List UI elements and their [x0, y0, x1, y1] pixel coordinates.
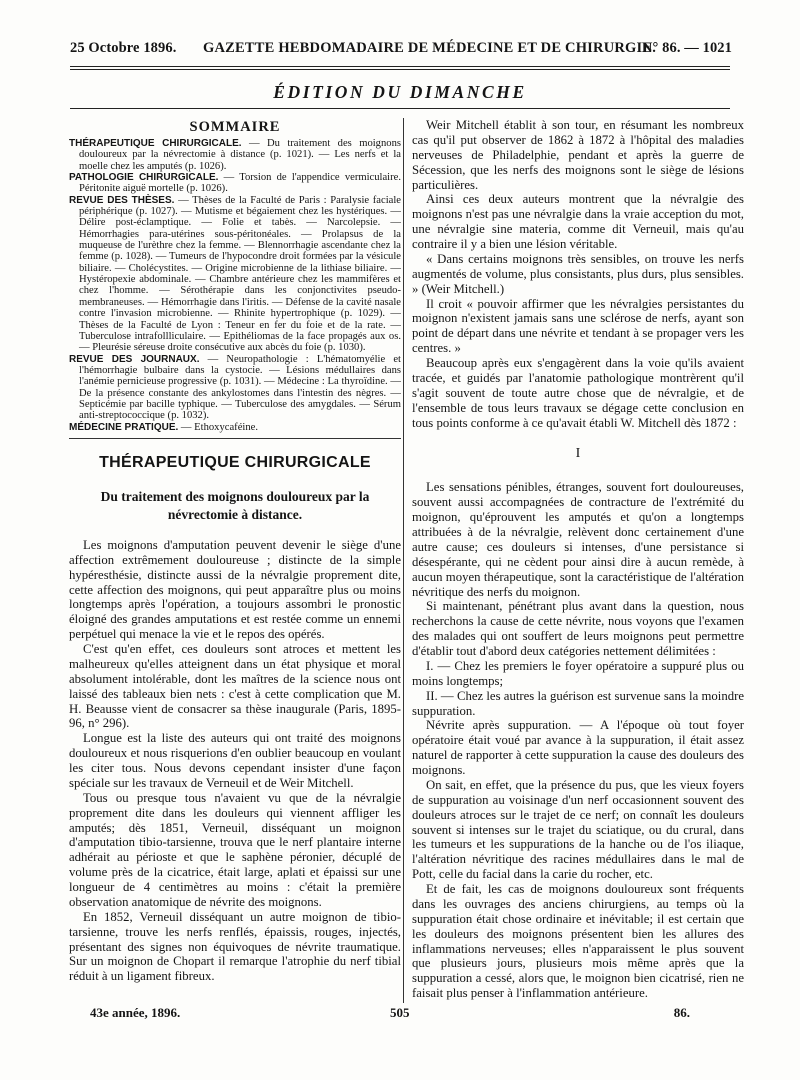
summary-entry-text: — Ethoxycaféine.: [178, 421, 258, 433]
paragraph: C'est qu'en effet, ces douleurs sont atroces et mettent les malheureux qu'elles atteignent dans un état physique et moral absolument intolérable, dont les maîtres de la science nous ont laissé des tableaux bien nets : c'est à cette complication que M. H. Beausse vient de consacrer sa thèse inaugurale (Paris, 1895-96, n° 296).: [69, 642, 401, 731]
paragraph: II. — Chez les autres la guérison est survenue sans la moindre suppuration.: [412, 688, 744, 718]
right-body-b: [412, 480, 744, 1001]
summary-entry-head: REVUE DES THÈSES.: [69, 194, 175, 206]
paragraph: Tous ou presque tous n'avaient vu que de la névralgie proprement dite dans les douleurs qui viennent affliger les amputés; dès 1851, Verneuil, disséquant un moignon d'amputation tibio-tarsienne, trouva que le nerf plantaire interne adhérait au périoste et que le saphène péronier, décuplé de volume près de la cicatrice, était large, aplati et épaissi sur une longueur de 4 centimètres au moins : c'était la première observation anatomique de névrite des moignons.: [69, 790, 401, 909]
summary-entry-head: THÉRAPEUTIQUE CHIRURGICALE.: [69, 138, 242, 149]
summary-title: SOMMAIRE: [189, 119, 281, 135]
summary-entry: [69, 195, 401, 354]
section-title: THÉRAPEUTIQUE CHIRURGICALE: [99, 453, 371, 471]
paragraph: I. — Chez les premiers le foyer opératoire a suppuré plus ou moins longtemps;: [412, 658, 744, 688]
header-date: 25 Octobre 1896.: [70, 40, 177, 56]
right-body-a: [412, 118, 744, 430]
footer-year: 43e année, 1896.: [90, 1005, 181, 1020]
paragraph: Si maintenant, pénétrant plus avant dans la question, nous recherchons la cause de cette névrite, nous voyons que l'examen des malades qui ont souffert de leurs moignons peut permettre d'établir tout d'abord deux catégories nettement délimitées :: [412, 599, 744, 658]
header-rule-bottom: [70, 69, 730, 70]
page-footer: [90, 1005, 690, 1025]
summary-rule: [69, 438, 401, 439]
paragraph: Longue est la liste des auteurs qui ont traité des moignons douloureux et nous risquerions d'en oublier beaucoup en voulant les citer tous. Nous devons cependant insister d'une façon spéciale sur les travaux de Verneuil et de Weir Mitchell.: [69, 731, 401, 790]
running-header: [70, 40, 732, 62]
header-rule-top: [70, 66, 730, 67]
journal-title: GAZETTE HEBDOMADAIRE DE MÉDECINE ET DE CHIRURGIE.: [203, 40, 657, 56]
right-column: [412, 118, 744, 1001]
summary-entry-head: PATHOLOGIE CHIRURGICALE.: [69, 172, 219, 184]
paragraph: Les sensations pénibles, étranges, souvent fort douloureuses, souvent aussi accompagnées de contracture de l'extrémité du moignon, qu'éprouvent les amputés et qu'on a longtemps attribuées à de la névralgie, relèvent donc certainement d'une autre cause; ces douleurs si intenses, d'une persistance si désespérante, qui ne cèdent pour ainsi dire à aucun remède, à aucun moyen thérapeutique, sont la caractéristique de l'altération névritique des nerfs du moignon.: [412, 480, 744, 599]
column-divider: [403, 118, 404, 1003]
summary-entry-text: — Neuropathologie : L'hématomyélie et l'hémorrhagie bulbaire dans la cystocie. — Lésions médullaires dans l'anémie pernicieuse progressive (p. 1031). — Médecine : La thyroïdine. — De la présence constante des ankylostomes dans l'intestin des nègres. — Septicémie par bacille typhique. — Tuberculose des amygdales. — Sérum anti-streptococcique (p. 1032).: [79, 353, 402, 422]
summary-list: [69, 138, 401, 433]
summary-entry: [69, 172, 401, 195]
section-numeral: I: [575, 446, 581, 462]
paragraph: Ainsi ces deux auteurs montrent que la névralgie des moignons n'est pas une névralgie dans la vraie acception du mot, une névralgie sine materia, comme dit Verneuil, mais qu'au contraire il y a bien une lésion véritable.: [412, 192, 744, 251]
summary-entry: [69, 354, 401, 422]
left-body: [69, 538, 401, 984]
paragraph: Beaucoup après eux s'engagèrent dans la voie qu'ils avaient tracée, et guidés par l'anatomie pathologique montrèrent qu'il s'agit souvent de toute autre chose que de névralgie, et de l'ensemble de tous leurs travaux se dégage cette conclusion en tous points conforme à ce qu'avait établi W. Mitchell dès 1872 :: [412, 356, 744, 430]
summary-entry-head: MÉDECINE PRATIQUE.: [69, 421, 179, 433]
footer-sheet: 505: [390, 1005, 410, 1020]
paragraph: « Dans certains moignons très sensibles, on trouve les nerfs augmentés de volume, plus consistants, plus durs, plus sensibles. » (Weir Mitchell.): [412, 251, 744, 296]
edition-banner: ÉDITION DU DIMANCHE: [273, 82, 527, 102]
paragraph: Névrite après suppuration. — A l'époque où tout foyer opératoire était voué par avance à la suppuration, il était assez naturel de rapporter à cette suppuration la cause des douleurs des moignons.: [412, 718, 744, 777]
paragraph: On sait, en effet, que la présence du pus, que les vieux foyers de suppuration au voisinage d'un nerf occasionnent souvent des douleurs atroces sur le trajet de ce nerf; on connaît les douleurs souvent si intenses sur le trajet du sciatique, ou du crural, dans les tumeurs et les suppurations de la hanche ou de l'os iliaque, l'altération névritique des racines médullaires dans le mal de Pott, celle du facial dans la carie du rocher, etc.: [412, 777, 744, 882]
summary-entry-text: — Du traitement des moignons douloureux par la névrectomie à distance (p. 1021). — Les nerfs et la moelle chez les amputés (p. 1026).: [79, 138, 401, 172]
summary-entry: [69, 138, 401, 172]
page-number: N° 86. — 1021: [641, 40, 732, 56]
article-title: Du traitement des moignons douloureux par la névrectomie à distance.: [100, 488, 370, 522]
summary-entry-head: REVUE DES JOURNAUX.: [69, 353, 200, 365]
paragraph: Et de fait, les cas de moignons douloureux sont fréquents dans les ouvrages des anciens chirurgiens, au temps où la suppuration était chose ordinaire et inévitable; il est certain que les douleurs des moignons présentent bien les allures des inflammations nerveuses; elles n'apparaissent le plus souvent que plusieurs jours, plusieurs mois même après que la suppuration a cessé, alors que, le moignon bien cicatrisé, rien ne faisait plus penser à l'inflammation antérieure.: [412, 882, 744, 1001]
summary-entry-text: — Thèses de la Faculté de Paris : Paralysie faciale périphérique (p. 1027). — Mutisme et bégaiement chez les hystériques. — Délire post-éclamptique. — Folie et tabès. — Narcolepsie. — Hémorrhagies para-utérines sous-péritonéales. — Prolapsus de la muqueuse de l'urèthre chez la femme. — Blennorrhagie ascendante chez la femme (p. 1028). — Tumeurs de l'hypocondre droit formées par la vésicule biliaire. — Cholécystites. — Origine microbienne de la lithiase biliaire. — Hystéropexie abdominale. — Chambre antérieure chez les mammifères et chez l'homme. — Sérothérapie dans les conjonctivites pseudo-membraneuses. — Hémorrhagie dans l'iritis. — Défense de la cavité nasale contre l'invasion microbienne. — Rhinite hypertrophique (p. 1029). — Thèses de la Faculté de Lyon : Teneur en fer du foie et de la rate. — Tuberculose intrafollliculaire. — Epithéliomas de la face propagés aux os. — Pleurésie séreuse droite consécutive aux abcès du foie (p. 1030).: [79, 194, 401, 354]
paragraph: En 1852, Verneuil disséquant un autre moignon de tibio-tarsienne, trouve les nerfs renflés, épaissis, rouges, injectés, présentant des signes non équivoques de névrite traumatique. Sur un moignon de Chopart il remarque l'atrophie du nerf tibial réduit à un ligament fibreux.: [69, 909, 401, 984]
paragraph: Les moignons d'amputation peuvent devenir le siège d'une affection extrêmement douloureuse ; distincte de la simple hypéresthésie, distincte aussi de la névralgie proprement dite, cette affection des moignons, qui peut apparaître plus ou moins longtemps après l'opération, a toujours assombri le pronostic éloigné des grandes amputations et est restée comme un ennemi perpétuel qui menace la vie et le repos des opérés.: [69, 537, 401, 642]
summary-entry-text: — Torsion de l'appendice vermiculaire. Péritonite aiguë mortelle (p. 1026).: [79, 172, 401, 195]
left-column: [69, 118, 401, 984]
paragraph: Il croit « pouvoir affirmer que les névralgies persistantes du moignon n'existent jamais sans une sclérose de nerfs, ayant son point de départ dans une névrite et tendant à se propager vers les centres. »: [412, 296, 744, 356]
edition-rule: [70, 108, 730, 109]
paragraph: Weir Mitchell établit à son tour, en résumant les nombreux cas qu'il put observer de 1862 à 1872 à l'hôpital des maladies nerveuses de Philadelphie, pendant et après la guerre de Sécession, que les nerfs des moignons sont le siège de lésions particulières.: [412, 118, 744, 192]
footer-issue: 86.: [673, 1005, 690, 1020]
summary-entry: [69, 422, 401, 433]
